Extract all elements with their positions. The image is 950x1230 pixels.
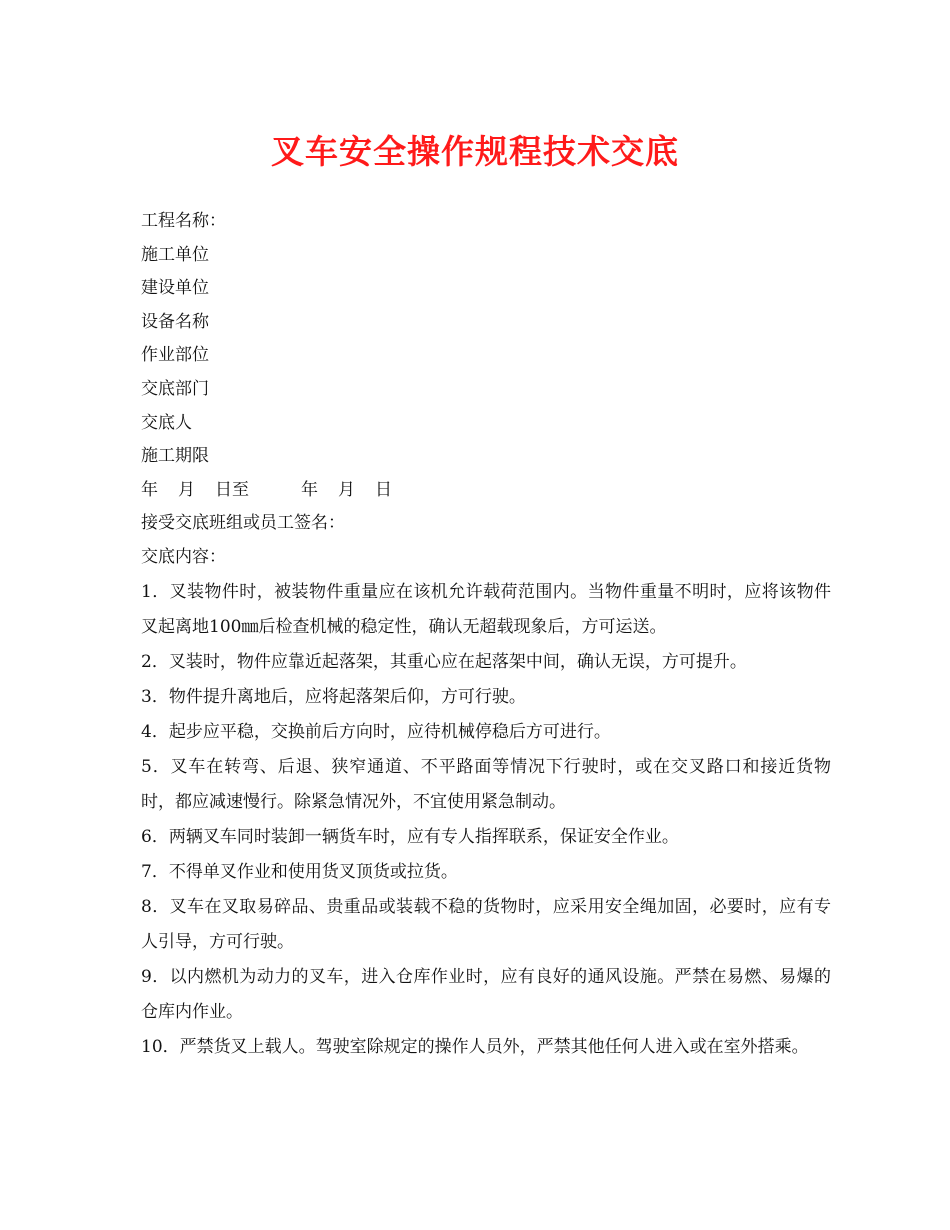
content-item-3: 3．物件提升离地后，应将起落架后仰，方可行驶。 <box>141 686 526 707</box>
document-body <box>141 205 831 1065</box>
signature-label: 接受交底班组或员工签名： <box>141 513 345 534</box>
document-title: 叉车安全操作规程技术交底 <box>271 132 679 171</box>
date-year-start: 年 <box>141 479 158 500</box>
content-item-2: 2．叉装时，物件应靠近起落架，其重心应在起落架中间，确认无误，方可提升。 <box>141 651 747 672</box>
content-item-5: 5．叉车在转弯、后退、狭窄通道、不平路面等情况下行驶时，或在交叉路口和接近货物时，都应减速慢行。除紧急情况外，不宜使用紧急制动。 <box>141 756 831 812</box>
date-day-start: 日至 <box>215 479 249 500</box>
field-construction-period: 施工期限 <box>141 446 209 467</box>
field-builder-unit: 建设单位 <box>141 278 209 299</box>
content-item-9: 9．以内燃机为动力的叉车，进入仓库作业时，应有良好的通风设施。严禁在易燃、易爆的仓库内作业。 <box>141 966 831 1022</box>
field-work-location: 作业部位 <box>141 345 209 366</box>
field-project-name: 工程名称： <box>141 211 226 231</box>
date-day-end: 日 <box>375 479 392 500</box>
date-month-end: 月 <box>338 479 355 500</box>
content-item-6: 6．两辆叉车同时装卸一辆货车时，应有专人指挥联系，保证安全作业。 <box>141 826 679 847</box>
content-item-7: 7．不得单叉作业和使用货叉顶货或拉货。 <box>141 861 458 882</box>
content-item-10: 10．严禁货叉上载人。驾驶室除规定的操作人员外，严禁其他任何人进入或在室外搭乘。 <box>141 1036 809 1057</box>
date-range-line <box>141 474 831 508</box>
date-year-end: 年 <box>301 479 318 500</box>
field-disclosure-department: 交底部门 <box>141 378 209 399</box>
content-item-1: 1．叉装物件时，被装物件重量应在该机允许载荷范围内。当物件重量不明时，应将该物件叉起离地100㎜后检查机械的稳定性，确认无超载现象后，方可运送。 <box>141 581 831 637</box>
field-equipment-name: 设备名称 <box>141 311 209 332</box>
content-item-8: 8．叉车在叉取易碎品、贵重品或装载不稳的货物时，应采用安全绳加固，必要时，应有专人引导，方可行驶。 <box>141 896 831 952</box>
field-disclosure-person: 交底人 <box>141 412 192 433</box>
field-construction-unit: 施工单位 <box>141 244 209 265</box>
date-month-start: 月 <box>178 479 195 500</box>
content-label: 交底内容： <box>141 546 226 567</box>
content-item-4: 4．起步应平稳，交换前后方向时，应待机械停稳后方可进行。 <box>141 721 611 742</box>
